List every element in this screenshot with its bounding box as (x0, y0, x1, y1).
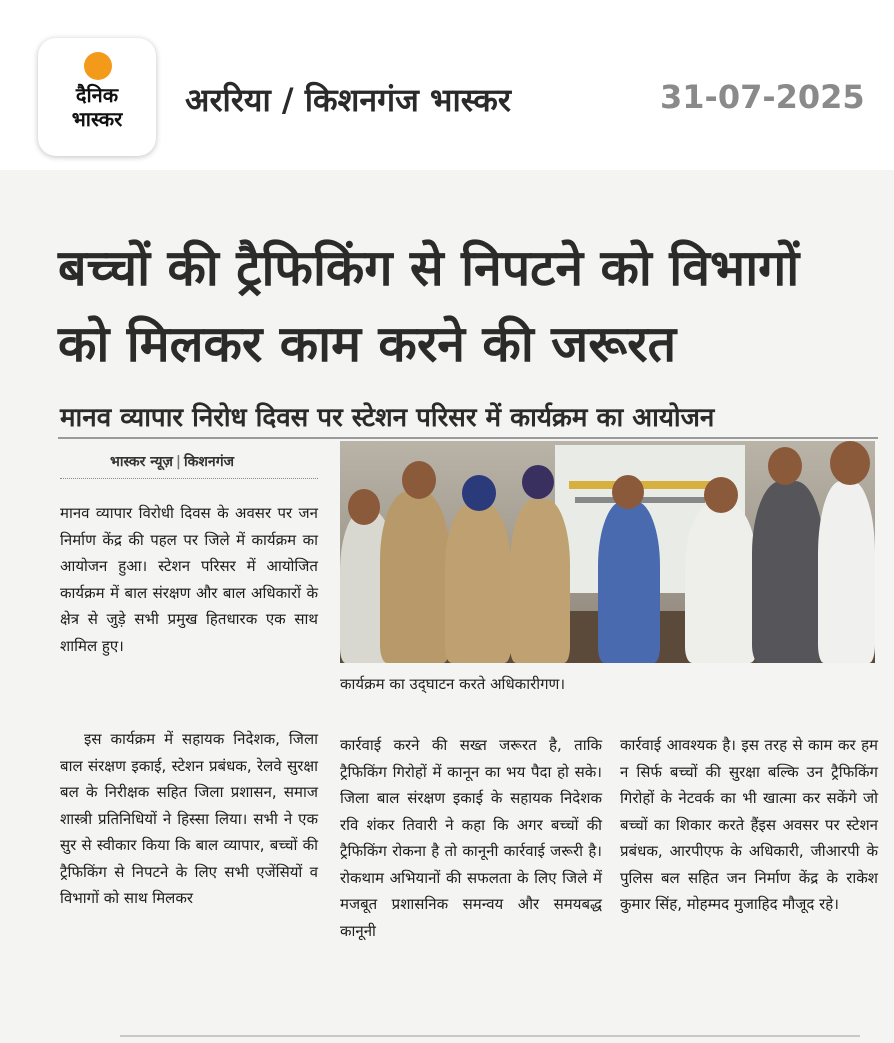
logo-sun-icon (84, 52, 112, 80)
police-officer-figure (510, 499, 570, 663)
person-head (768, 447, 802, 485)
person-head (830, 441, 870, 485)
article-paragraph-4 (620, 732, 878, 918)
person-head (612, 475, 644, 509)
article-paragraph-2 (60, 726, 318, 912)
paragraph-text: कार्रवाई आवश्यक है। इस तरह से काम कर हम न सिर्फ बच्चों की सुरक्षा बल्कि उन ट्रैफिकिंग गिरोहों के नेटवर्क का भी खात्मा कर सकेंगे जो बच्चों का शिकार करते हैंइस अवसर पर स्टेशन प्रबंधक, आरपीएफ के अधिकारी, जीआरपी के पुलिस बल सहित जन निर्माण केंद्र के राकेश कुमार सिंह, मोहम्मद मुजाहिद मौजूद रहे। (620, 736, 878, 913)
article-paragraph-1 (60, 500, 318, 659)
cut-off-text-line (120, 1035, 860, 1037)
person-head (462, 475, 496, 511)
person-figure (818, 481, 875, 663)
paragraph-text: इस कार्यक्रम में सहायक निदेशक, जिला बाल संरक्षण इकाई, स्टेशन प्रबंधक, रेलवे सुरक्षा बल के निरीक्षक सहित जिला प्रशासन, समाज शास्त्री प्रतिनिधियों ने हिस्सा लिया। सभी ने एक सुर से स्वीकार किया कि बाल व्यापार, बच्चों की ट्रैफिकिंग से निपटने के लिए सभी एजेंसियों व विभागों को साथ मिलकर (60, 730, 318, 907)
byline-divider (60, 478, 318, 479)
divider (58, 437, 878, 439)
logo-line2: भास्कर (71, 107, 123, 131)
byline-place: किशनगंज (184, 454, 234, 470)
person-head (402, 461, 436, 499)
person-figure (752, 481, 824, 663)
edition-title: अररिया / किशनगंज भास्कर (185, 81, 511, 119)
police-officer-figure (445, 503, 511, 663)
subheadline: मानव व्यापार निरोध दिवस पर स्टेशन परिसर में कार्यक्रम का आयोजन (60, 403, 715, 433)
event-photo (340, 441, 875, 663)
headline-line2: को मिलकर काम करने की जरूरत (58, 315, 677, 373)
paragraph-text: कार्रवाई करने की सख्त जरूरत है, ताकि ट्रैफिकिंग गिरोहों में कानून का भय पैदा हो सके। जिला बाल संरक्षण इकाई के सहायक निदेशक रवि शंकर तिवारी ने कहा कि अगर बच्चों की ट्रैफिकिंग रोकना है तो कानूनी कार्रवाई जरूरी है। रोकथाम अभियानों की सफलता के लिए जिले में मजबूत प्रशासनिक समन्वय और समयबद्ध कानूनी (340, 736, 602, 940)
logo-line1: दैनिक (75, 83, 119, 107)
person-head (348, 489, 380, 525)
byline-source: भास्कर न्यूज़ (110, 454, 173, 470)
person-figure (598, 501, 660, 663)
person-figure (685, 503, 757, 663)
app-header (0, 0, 894, 170)
paragraph-text: मानव व्यापार विरोधी दिवस के अवसर पर जन निर्माण केंद्र की पहल पर जिले में कार्यक्रम का आयोजन हुआ। स्टेशन परिसर में आयोजित कार्यक्रम में बाल संरक्षण और बाल अधिकारों के क्षेत्र से जुड़े सभी प्रमुख हितधारक एक साथ शामिल हुए। (60, 504, 318, 655)
police-officer-figure (380, 491, 450, 663)
edition-date: 31-07-2025 (660, 78, 865, 116)
byline (110, 452, 234, 471)
person-head (522, 465, 554, 499)
byline-separator: | (175, 454, 182, 470)
person-head (704, 477, 738, 513)
headline-line1: बच्चों की ट्रैफिकिंग से निपटने को विभागों (58, 239, 800, 297)
dainik-bhaskar-logo[interactable] (38, 38, 156, 156)
article-paragraph-3 (340, 732, 602, 944)
photo-caption: कार्यक्रम का उद्‌घाटन करते अधिकारीगण। (340, 675, 566, 693)
